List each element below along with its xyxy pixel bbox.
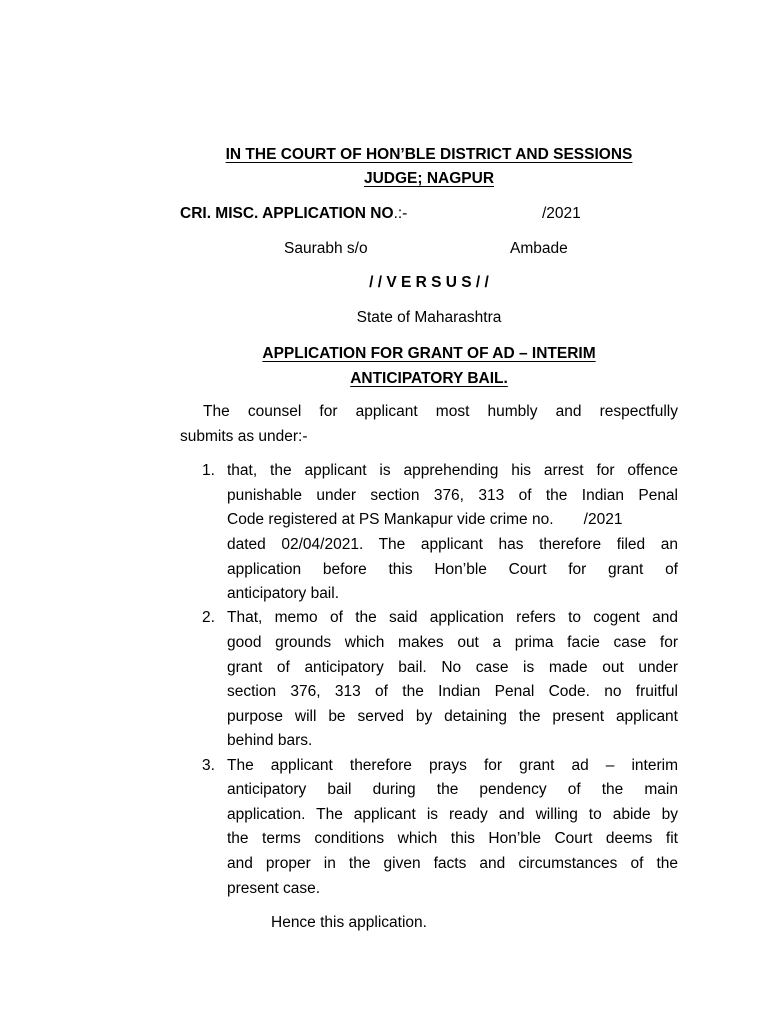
point-2-line: That, memo of the said application refers to cogent and <box>227 609 678 626</box>
point-2-line: behind bars. <box>227 732 313 749</box>
application-heading-line-2: ANTICIPATORY BAIL. <box>350 370 508 387</box>
applicant-name: Saurabh s/o <box>284 240 368 257</box>
point-1-line: punishable under section 376, 313 of the Indian Penal <box>227 487 678 504</box>
point-3-number: 3. <box>202 757 215 774</box>
case-number-year: /2021 <box>542 205 581 222</box>
application-heading-line-1: APPLICATION FOR GRANT OF AD – INTERIM <box>262 345 596 362</box>
point-3-line: the terms conditions which this Hon’ble Court deems fit <box>227 830 678 847</box>
point-2-line: grant of anticipatory bail. No case is made out under <box>227 659 678 676</box>
respondent-name: State of Maharashtra <box>356 309 502 326</box>
point-1-number: 1. <box>202 462 215 479</box>
point-3-line: present case. <box>227 880 321 897</box>
point-2-line: section 376, 313 of the Indian Penal Code. no fruitful <box>227 683 678 700</box>
court-title-line-1: IN THE COURT OF HON’BLE DISTRICT AND SESSIONS <box>225 146 633 163</box>
case-number-label: CRI. MISC. APPLICATION NO.:- <box>180 205 408 222</box>
point-1-line: application before this Hon’ble Court for grant of <box>227 561 678 578</box>
applicant-surname: Ambade <box>510 240 568 257</box>
intro-line-2: submits as under:- <box>180 428 308 445</box>
point-1-line: Code registered at PS Mankapur vide crime no. /2021 <box>227 511 623 528</box>
point-3-line: application. The applicant is ready and willing to abide by <box>227 806 678 823</box>
point-1-line: dated 02/04/2021. The applicant has therefore filed an <box>227 536 678 553</box>
point-2-number: 2. <box>202 609 215 626</box>
point-3-line: and proper in the given facts and circumstances of the <box>227 855 678 872</box>
point-1-line: anticipatory bail. <box>227 585 340 602</box>
intro-line-1: The counsel for applicant most humbly and respectfully <box>203 403 678 420</box>
point-1-line: that, the applicant is apprehending his arrest for offence <box>227 462 678 479</box>
point-3-line: anticipatory bail during the pendency of the main <box>227 781 678 798</box>
point-2-line: purpose will be served by detaining the present applicant <box>227 708 678 725</box>
versus-label: / / V E R S U S / / <box>369 274 489 291</box>
closing-statement: Hence this application. <box>271 914 427 931</box>
point-3-line: The applicant therefore prays for grant ad – interim <box>227 757 678 774</box>
court-title-line-2: JUDGE; NAGPUR <box>363 170 495 187</box>
point-2-line: good grounds which makes out a prima facie case for <box>227 634 678 651</box>
